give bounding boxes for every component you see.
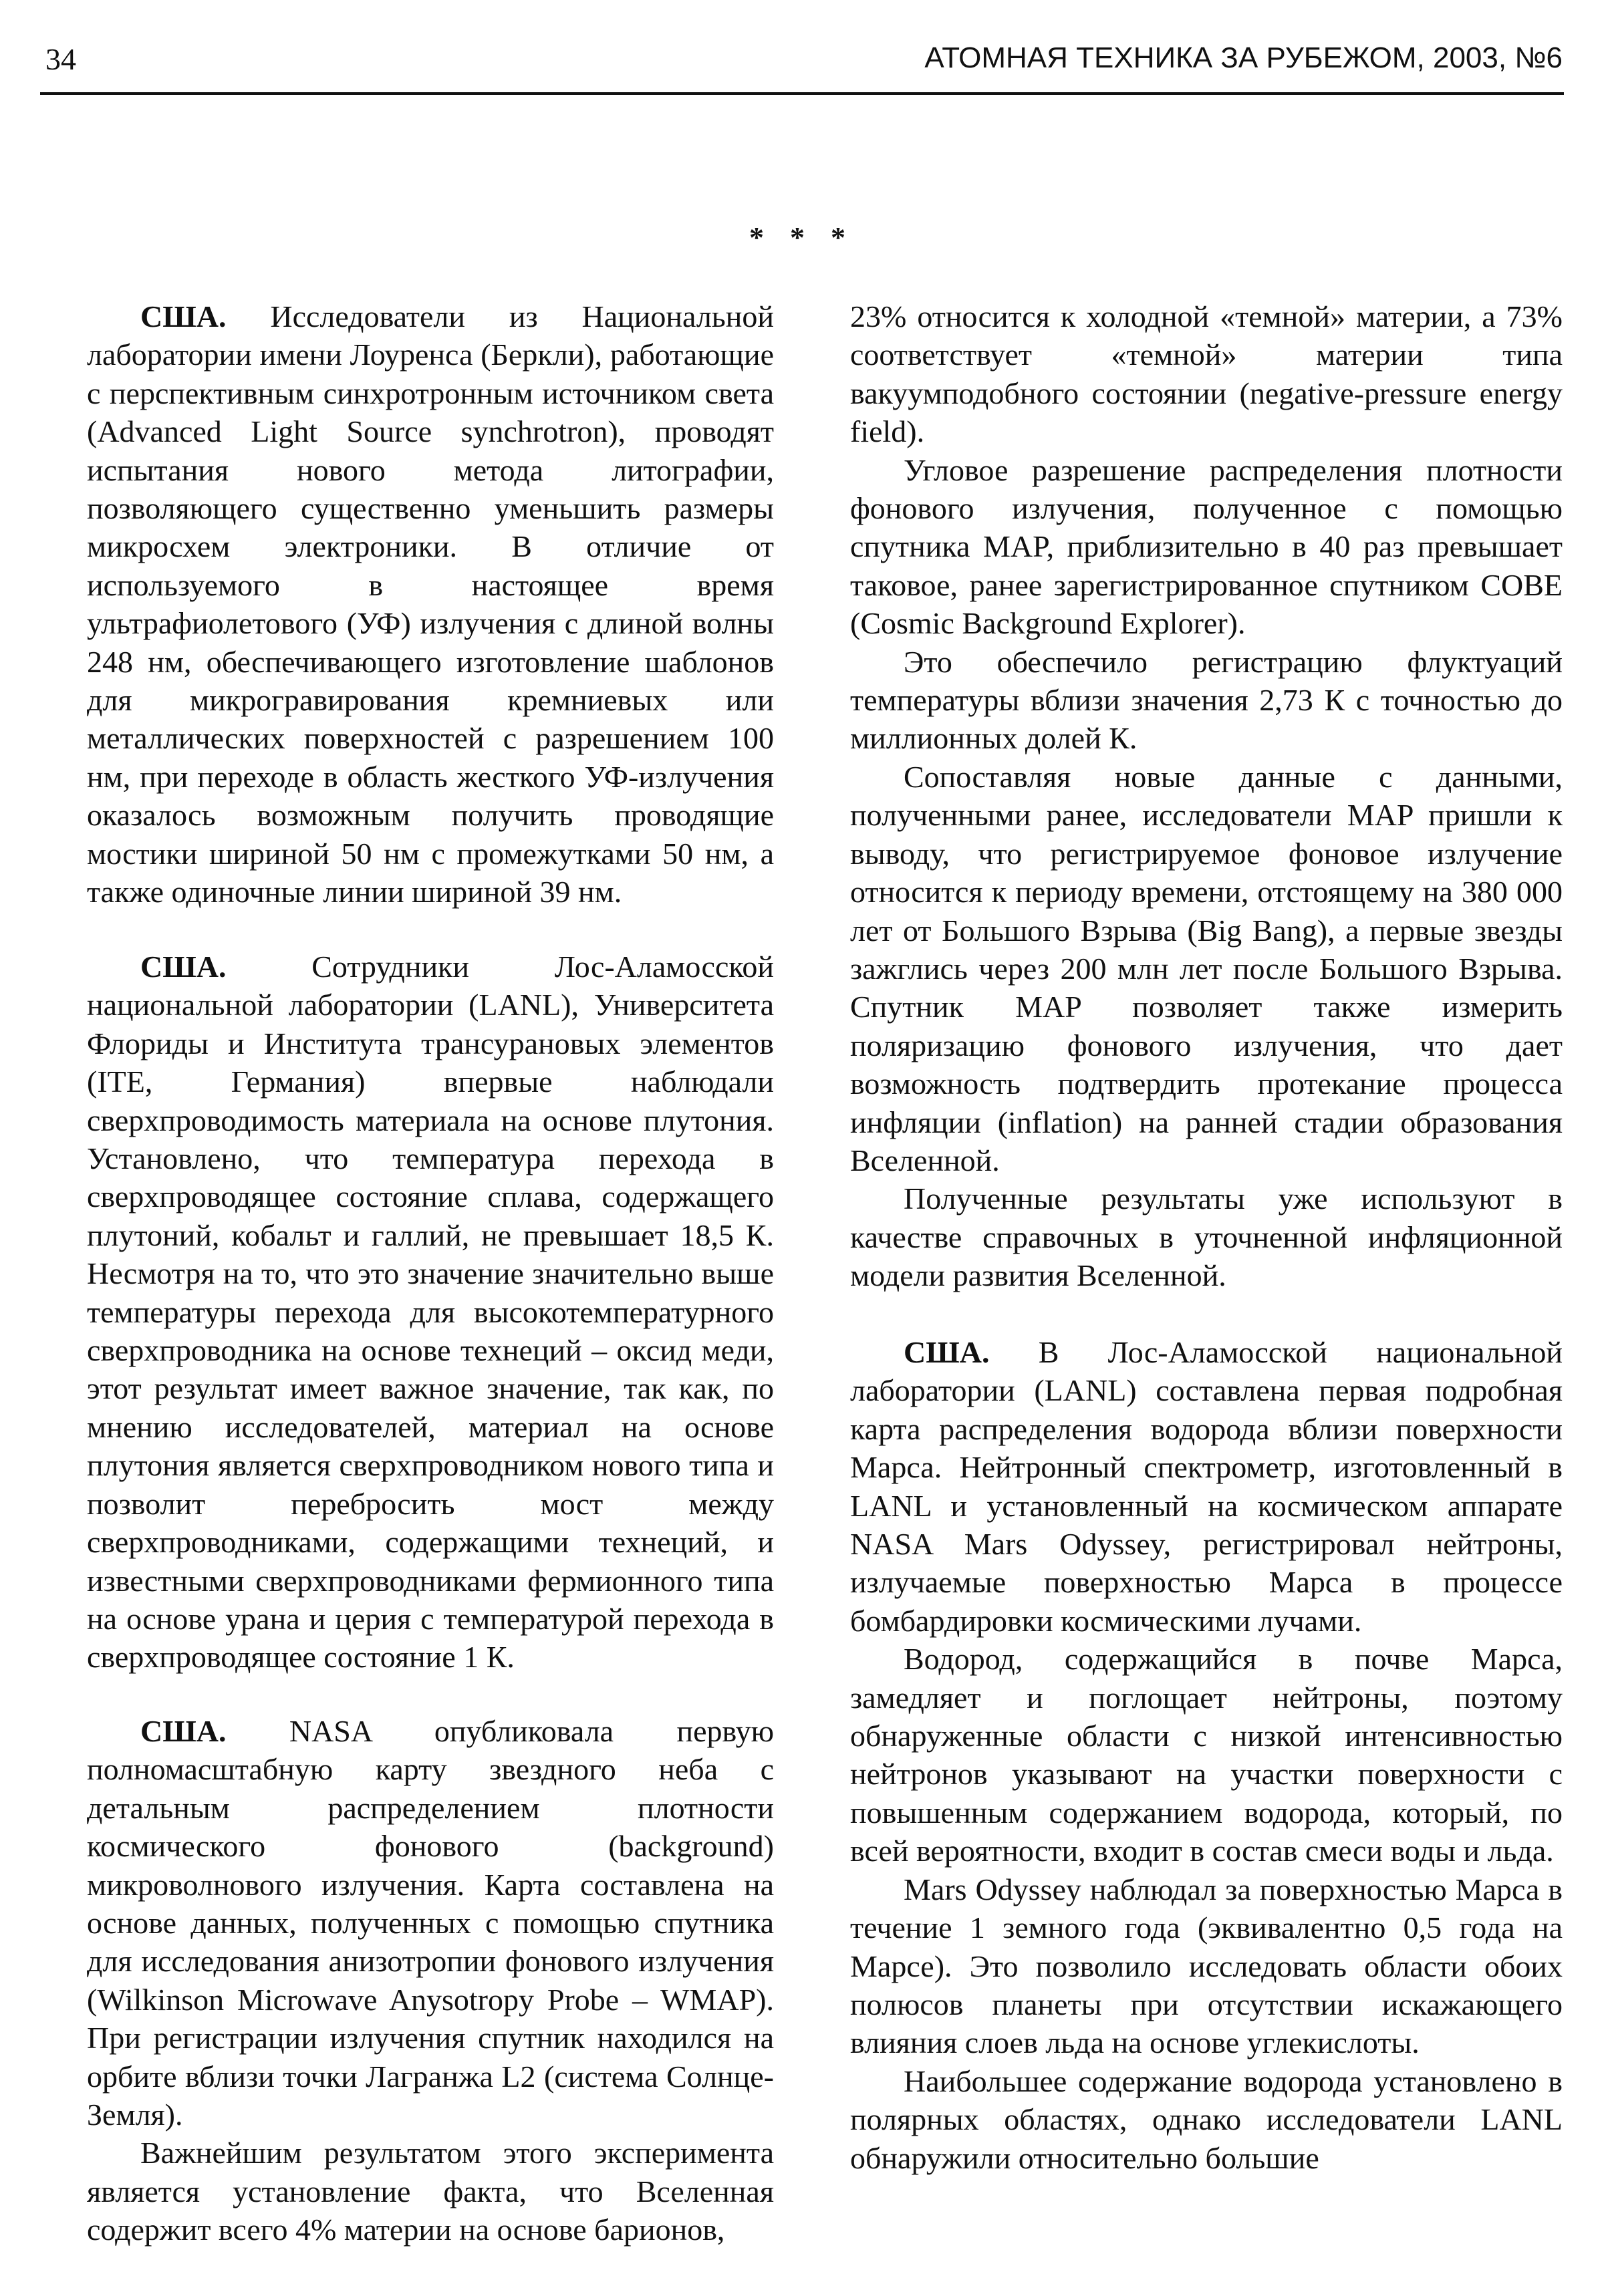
paragraph: США. Сотрудники Лос-Аламосской национальной лаборатории (LANL), Университета Флориды и Института трансурановых элементов (ITE, Германия) впервые наблюдали сверхпроводимость материала на основе плутония. Установлено, что температура перехода в сверхпроводящее состояние сплава, содержащего плутоний, кобальт и галлий, не превышает 18,5 К. Несмотря на то, что это значение значительно выше температуры перехода для высокотемпературного сверхпроводника на основе технеций – оксид меди, этот результат имеет важное значение, так как, по мнению исследователей, материал на основе плутония является сверхпроводником нового типа и позволит перебросить мост между сверхпроводниками, содержащими технеций, и известными сверхпроводниками фермионного типа на основе урана и церия с температурой перехода в сверхпроводящее состояние 1 К. — [87, 950, 774, 1675]
country-label: США. — [904, 1335, 990, 1369]
article-plutonium-superconductor — [87, 948, 774, 1677]
paragraph: США. В Лос-Аламосской национальной лаборатории (LANL) составлена первая подробная карта распределения водорода вблизи поверхности Марса. Нейтронный спектрометр, изготовленный в LANL и установленный на космическом аппарате NASA Mars Odyssey, регистрировал нейтроны, излучаемые поверхностью Марса в процессе бомбардировки космическими лучами. — [850, 1335, 1563, 1638]
journal-title: АТОМНАЯ ТЕХНИКА ЗА РУБЕЖОМ, 2003, №6 — [924, 41, 1563, 74]
paragraph: Это обеспечило регистрацию флуктуаций температуры вблизи значения 2,73 К с точностью до миллионных долей К. — [850, 644, 1563, 756]
header-rule — [40, 92, 1564, 95]
paragraph: 23% относится к холодной «темной» материи, а 73% соответствует «темной» материи типа вакуумподобного состоянии (negative-pressure energy field). — [850, 299, 1563, 449]
paragraph: Угловое разрешение распределения плотности фонового излучения, полученное с помощью спутника MAP, приблизительно в 40 раз превышает таковое, ранее зарегистрированное спутником COBE (Cosmic Background Explorer). — [850, 452, 1563, 641]
paragraph: США. NASA опубликовала первую полномасштабную карту звездного неба с детальным распределением плотности космического фонового (background) микроволнового излучения. Карта составлена на основе данных, полученных с помощью спутника для исследования анизотропии фонового излучения (Wilkinson Microwave Anysotropy Probe – WMAP). При регистрации излучения спутник находился на орбите вблизи точки Лагранжа L2 (система Солнце-Земля). — [87, 1714, 774, 2132]
country-label: США. — [140, 1714, 227, 1748]
page-number: 34 — [45, 42, 76, 76]
article-lithography — [87, 297, 774, 911]
paragraph: Водород, содержащийся в почве Марса, замедляет и поглощает нейтроны, поэтому обнаруженные области с низкой интенсивностью нейтронов указывают на участки поверхности с повышенным содержанием водорода, который, по всей вероятности, входит в состав смеси воды и льда. — [850, 1642, 1563, 1868]
paragraph: Наибольшее содержание водорода установлено в полярных областях, однако исследователи LANL обнаружили относительно большие — [850, 2063, 1563, 2175]
paragraph: США. Исследователи из Национальной лаборатории имени Лоуренса (Беркли), работающие с перспективным синхротронным источником света (Advanced Light Source synchrotron), проводят испытания нового метода литографии, позволяющего существенно уменьшить размеры микросхем электроники. В отличие от используемого в настоящее время ультрафиолетового (УФ) излучения с длиной волны 248 нм, обеспечивающего изготовление шаблонов для микрогравирования кремниевых или металлических поверхностей с разрешением 100 нм, при переходе в область жесткого УФ-излучения оказалось возможным получить проводящие мостики шириной 50 нм с промежутками 50 нм, а также одиночные линии шириной 39 нм. — [87, 299, 775, 909]
paragraph: Важнейшим результатом этого эксперимента является установление факта, что Вселенная содержит всего 4% материи на основе барионов, — [87, 2136, 774, 2247]
article-mars-hydrogen — [850, 1333, 1563, 2177]
section-separator: * * * — [749, 221, 855, 254]
article-wmap — [87, 1712, 774, 2249]
country-label: США. — [140, 299, 227, 333]
article-wmap-continued — [850, 297, 1563, 1295]
paragraph: Сопоставляя новые данные с данными, полученными ранее, исследователи MAP пришли к выводу, что регистрируемое фоновое излучение относится к периоду времени, отстоящему на 380 000 лет от Большого Взрыва (Big Bang), а первые звезды зажглись через 200 млн лет после Большого Взрыва. Спутник MAP позволяет также измерить поляризацию фонового излучения, что дает возможность подтвердить протекание процесса инфляции (inflation) на ранней стадии образования Вселенной. — [850, 759, 1563, 1177]
country-label: США. — [140, 950, 227, 984]
paragraph: Mars Odyssey наблюдал за поверхностью Марса в течение 1 земного года (эквивалентно 0,5 года на Марсе). Это позволило исследовать области обоих полюсов планеты при отсутствии искажающего влияния слоев льда на основе углекислоты. — [850, 1872, 1563, 2060]
paragraph: Полученные результаты уже используют в качестве справочных в уточненной инфляционной модели развития Вселенной. — [850, 1181, 1563, 1293]
